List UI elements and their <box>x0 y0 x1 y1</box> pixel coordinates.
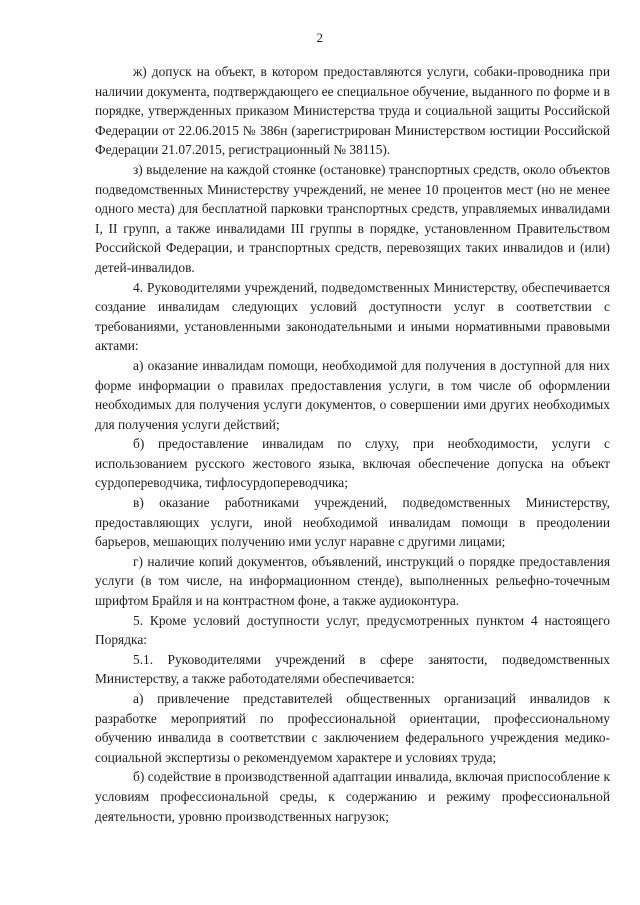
paragraph-4b-sign-language: б) предоставление инвалидам по слуху, при необходимости, услуги с использованием русского жестового языка, включая обеспечение допуска на объект сурдопереводчика, тифлосурдопереводчика; <box>95 436 610 491</box>
paragraph-5-additional-conditions: 5. Кроме условий доступности услуг, предусмотренных пунктом 4 настоящего Порядка: <box>95 612 610 648</box>
paragraph-4v-staff-assistance: в) оказание работниками учреждений, подведомственных Министерству, предоставляющих услуги, иной необходимой инвалидам помощи в преодолении барьеров, мешающих получению ими услуг наравне с другими лицами; <box>95 495 610 550</box>
paragraph-4a-information-assistance: а) оказание инвалидам помощи, необходимой для получения в доступной для них форме информации о правилах предоставления услуги, в том числе об оформлении необходимых для получения услуги документов, о совершении ими других необходимых для получения услуги действий; <box>95 357 610 432</box>
paragraph-4g-braille-documents: г) наличие копий документов, объявлений, инструкций о порядке предоставления услуги (в том числе, на информационном стенде), выполненных рельефно-точечным шрифтом Брайля и на контрастном фоне, а также аудиоконтура. <box>95 553 610 609</box>
paragraph-z-parking-places: з) выделение на каждой стоянке (остановке) транспортных средств, около объектов подведомственных Министерству учреждений, не менее 10 процентов мест (но не менее одного места) для бесплатной парковки транспортных средств, управляемых инвалидами I, II групп, а также инвалидами III группы в порядке, установленном Правительством Российской Федерации, и транспортных средств, перевозящих таких инвалидов и (или) детей-инвалидов. <box>95 161 610 275</box>
page-number: 2 <box>316 30 324 45</box>
paragraph-5-1a-public-organizations: а) привлечение представителей общественных организаций инвалидов к разработке мероприятий по профессиональной ориентации, профессиональному обучению инвалида в соответствии с заключением федерального учреждения медико-социальной экспертизы о рекомендуемом характере и условиях труда; <box>95 691 610 765</box>
paragraph-zh-guide-dog-access: ж) допуск на объект, в котором предоставляются услуги, собаки-проводника при наличии документа, подтверждающего ее специальное обучение, выданного по форме и в порядке, утвержденных приказом Министерства труда и социальной защиты Российской Федерации от 22.06.2015 № 386н (зарегистрирован Министерством юстиции Российской Федерации 21.07.2015, регистрационный № 38115). <box>95 64 610 158</box>
paragraph-5-1-employment-institutions: 5.1. Руководителями учреждений в сфере занятости, подведомственных Министерству, а также работодателями обеспечивается: <box>95 651 610 687</box>
paragraph-5-1b-production-adaptation: б) содействие в производственной адаптации инвалида, включая приспособление к условиям профессиональной среды, к содержанию и режиму профессиональной деятельности, уровню производственных нагрузок; <box>95 769 610 824</box>
document-body <box>95 62 610 826</box>
paragraph-4-accessibility-conditions: 4. Руководителями учреждений, подведомственных Министерству, обеспечивается создание инвалидам следующих условий доступности услуг в соответствии с требованиями, установленными законодательными и иными нормативными правовыми актами: <box>95 279 610 354</box>
